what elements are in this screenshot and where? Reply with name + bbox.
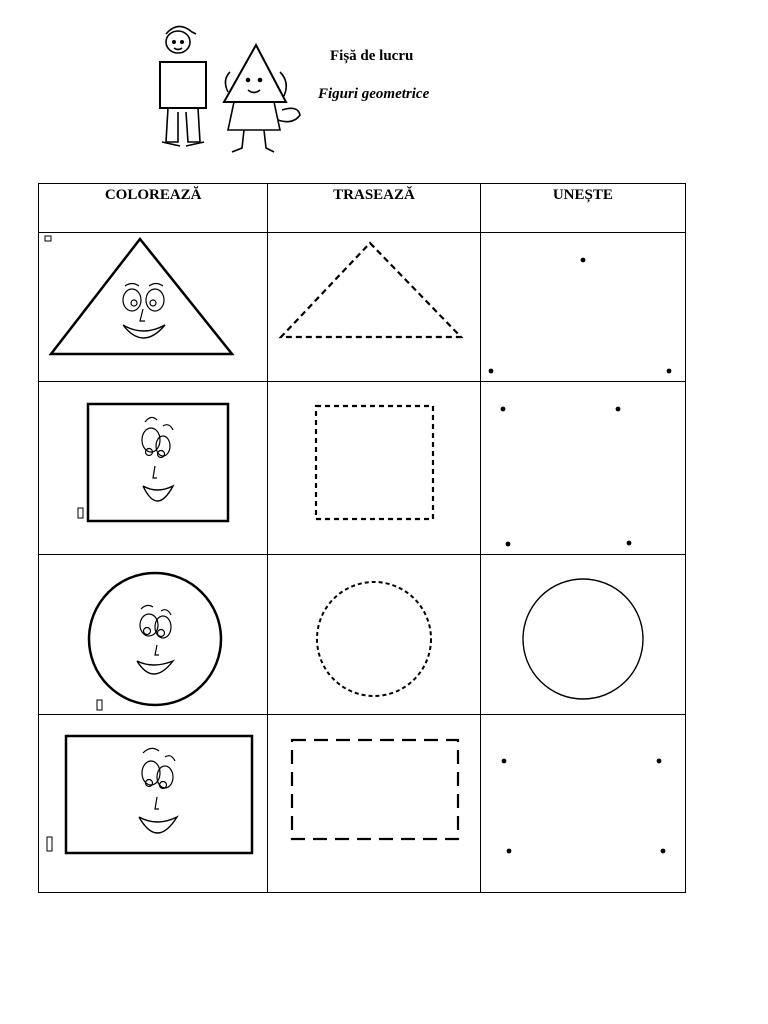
circle-outline <box>481 555 686 714</box>
trace-cell-rectangle <box>268 715 480 893</box>
column-header-coloreaza: COLOREAZĂ <box>39 184 268 233</box>
header-row <box>39 184 686 233</box>
worksheet-title: Fișă de lucru <box>330 48 414 64</box>
connect-cell-circle <box>480 555 685 715</box>
rectangle-dots <box>481 715 686 892</box>
worksheet-subtitle: Figuri geometrice <box>318 86 430 102</box>
connect-cell-rectangle <box>480 715 685 893</box>
color-cell-circle <box>39 555 268 715</box>
connect-cell-square <box>480 382 685 555</box>
color-cell-triangle <box>39 233 268 382</box>
dashed-square <box>268 382 480 554</box>
triangle-dots <box>481 233 686 381</box>
trace-cell-square <box>268 382 480 555</box>
color-cell-rectangle <box>39 715 268 893</box>
dashed-triangle <box>268 233 480 381</box>
header-illustration <box>148 20 308 165</box>
color-cell-square <box>39 382 268 555</box>
rectangle-face-drawing <box>39 715 268 892</box>
triangle-face-drawing <box>39 233 268 381</box>
column-header-traseaza: TRASEAZĂ <box>268 184 480 233</box>
circle-face-drawing <box>39 555 268 714</box>
square-dots <box>481 382 686 554</box>
row-circle <box>39 555 686 715</box>
row-square <box>39 382 686 555</box>
dashed-rectangle <box>268 715 480 892</box>
square-face-drawing <box>39 382 268 554</box>
row-triangle <box>39 233 686 382</box>
column-header-uneste: UNEȘTE <box>480 184 685 233</box>
dashed-circle <box>268 555 480 714</box>
trace-cell-circle <box>268 555 480 715</box>
connect-cell-triangle <box>480 233 685 382</box>
trace-cell-triangle <box>268 233 480 382</box>
row-rectangle <box>39 715 686 893</box>
worksheet-table <box>38 183 686 893</box>
